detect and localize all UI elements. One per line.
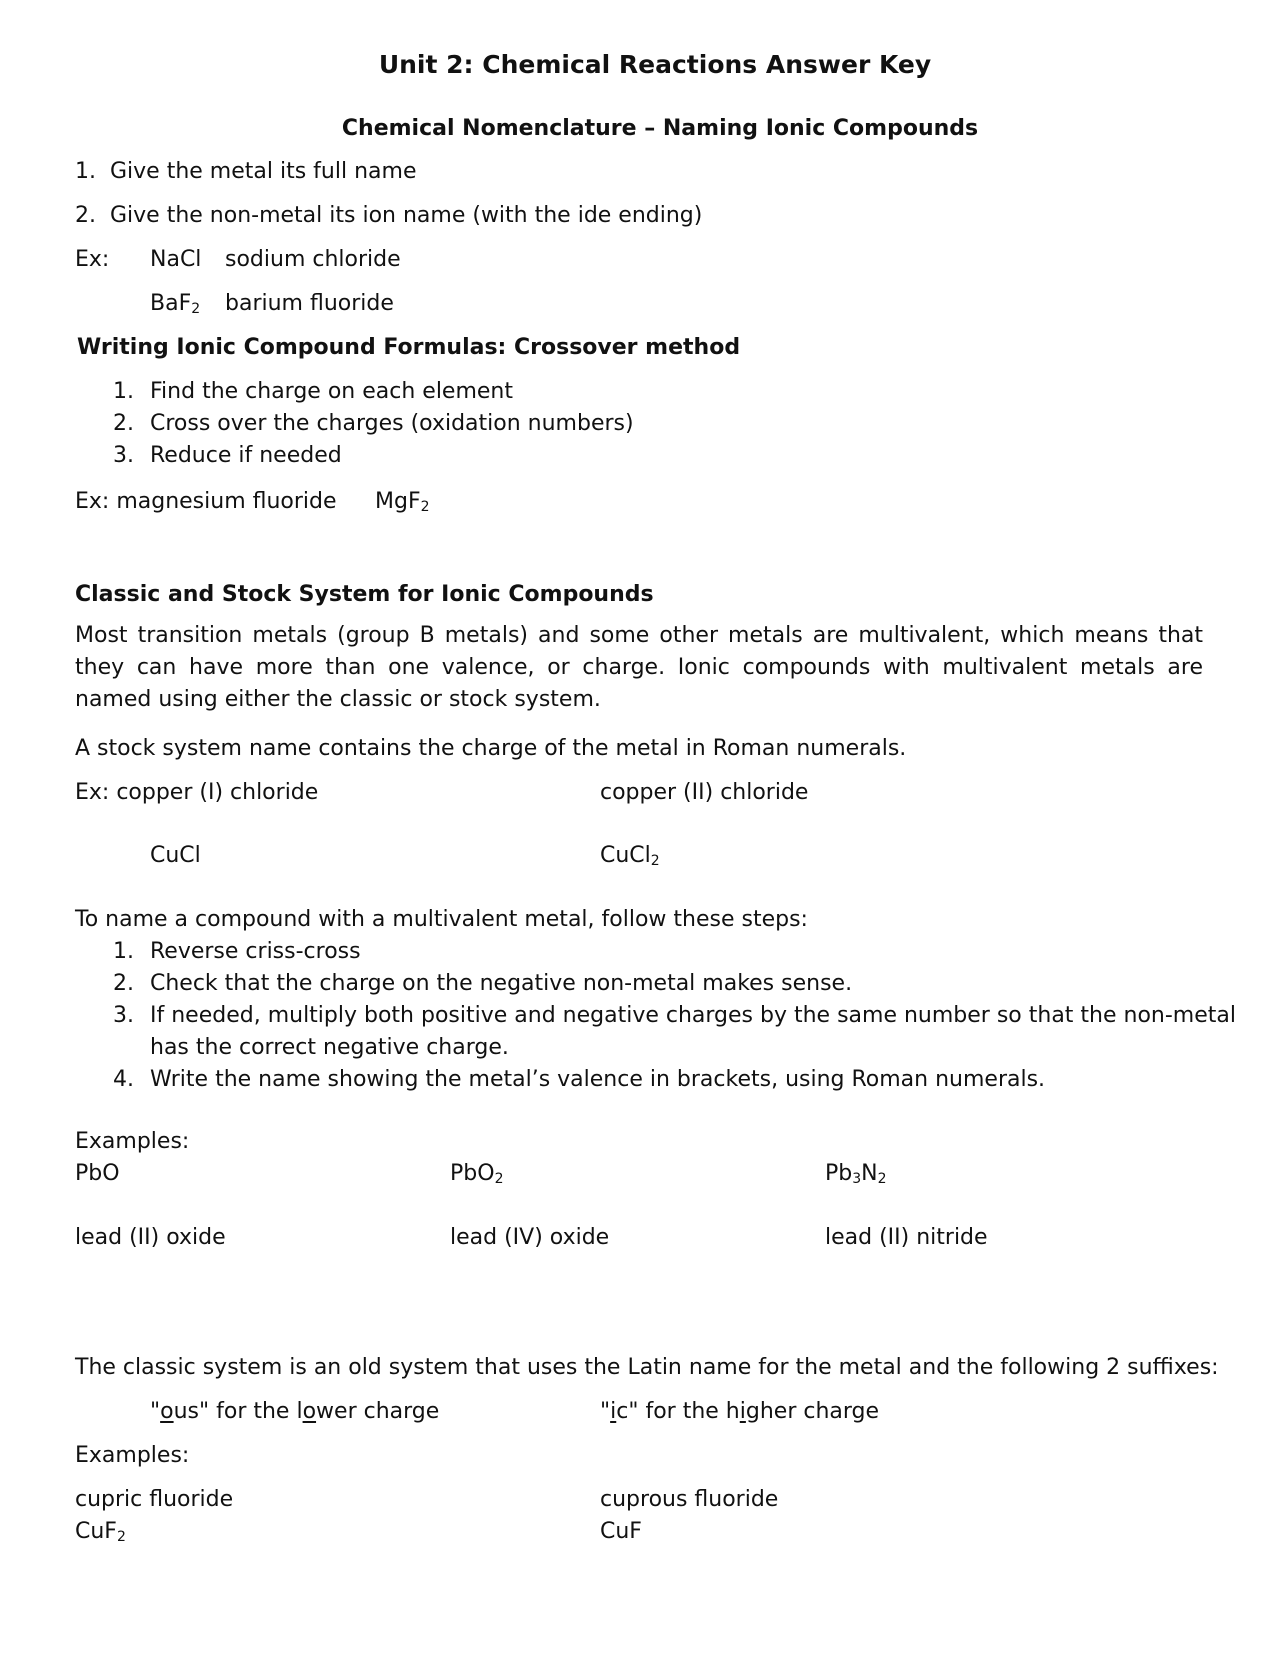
- crossover-step-text: Find the charge on each element: [150, 379, 513, 404]
- cuprous-name: cuprous fluoride: [600, 1487, 779, 1512]
- rule-1: 1. Give the metal its full name: [75, 159, 417, 184]
- multivalent-step-text: If needed, multiply both positive and negative charges by the same number so that the non-metal: [150, 1003, 1236, 1028]
- stock-example-2-name: copper (II) chloride: [600, 780, 809, 805]
- lead-formula: PbO$_2$: [450, 1161, 504, 1187]
- multivalent-step-num: 1.: [113, 939, 134, 964]
- crossover-step: 3.: [113, 443, 134, 468]
- ous-suffix: "ous" for the lower charge: [150, 1399, 440, 1424]
- classic-stock-intro: Most transition metals (group B metals) and some other metals are multivalent, which means that they can have more than one valence, or charge. Ionic compounds with multivalent metals are named using either the classic or stock system.: [75, 623, 1203, 712]
- stock-example-1-formula: CuCl: [150, 843, 201, 868]
- multivalent-step-text: Reverse criss-cross: [150, 939, 361, 964]
- example-name: sodium chloride: [225, 247, 401, 272]
- multivalent-step-text-cont: has the correct negative charge.: [150, 1035, 509, 1060]
- crossover-example-formula: MgF$_2$: [375, 489, 430, 515]
- classic-stock-heading: Classic and Stock System for Ionic Compounds: [75, 582, 654, 607]
- lead-formula: PbO: [75, 1161, 120, 1186]
- nomenclature-heading: Chemical Nomenclature – Naming Ionic Compounds: [341, 116, 979, 141]
- crossover-step: 1.: [113, 379, 134, 404]
- multivalent-step-text: Write the name showing the metal’s valence in brackets, using Roman numerals.: [150, 1067, 1046, 1092]
- stock-example-2-formula: CuCl$_2$: [600, 843, 660, 869]
- page-title: Unit 2: Chemical Reactions Answer Key: [378, 50, 932, 79]
- crossover-heading: Writing Ionic Compound Formulas: Crossover method: [77, 335, 741, 360]
- cupric-formula: CuF$_2$: [75, 1519, 126, 1545]
- stock-definition: A stock system name contains the charge of the metal in Roman numerals.: [75, 736, 907, 761]
- classic-definition: The classic system is an old system that uses the Latin name for the metal and the following 2 suffixes:: [75, 1355, 1219, 1380]
- example-formula: BaF$_2$: [150, 291, 201, 317]
- crossover-example: Ex: magnesium fluoride: [75, 489, 337, 514]
- lead-name: lead (IV) oxide: [450, 1225, 610, 1250]
- crossover-step: 2.: [113, 411, 134, 436]
- cuprous-formula: CuF: [600, 1519, 642, 1544]
- ex-label: Ex:: [75, 247, 110, 272]
- multivalent-step-text: Check that the charge on the negative non-metal makes sense.: [150, 971, 853, 996]
- steps-intro: To name a compound with a multivalent metal, follow these steps:: [75, 907, 808, 932]
- example-formula: NaCl: [150, 247, 202, 272]
- lead-name: lead (II) nitride: [825, 1225, 988, 1250]
- examples-label: Examples:: [75, 1129, 190, 1154]
- lead-formula: $Pb_3N_2$: [825, 1161, 887, 1187]
- multivalent-step-num: 2.: [113, 971, 134, 996]
- crossover-step-text: Cross over the charges (oxidation numbers): [150, 411, 634, 436]
- multivalent-step-num: 4.: [113, 1067, 134, 1092]
- multivalent-step-num: 3.: [113, 1003, 134, 1028]
- stock-example-1-name: Ex: copper (I) chloride: [75, 780, 319, 805]
- ic-suffix: "ic" for the higher charge: [600, 1399, 880, 1424]
- crossover-step-text: Reduce if needed: [150, 443, 342, 468]
- lead-name: lead (II) oxide: [75, 1225, 226, 1250]
- example-name: barium fluoride: [225, 291, 394, 316]
- classic-examples-label: Examples:: [75, 1443, 190, 1468]
- rule-2: 2. Give the non-metal its ion name (with the ide ending): [75, 203, 703, 228]
- cupric-name: cupric fluoride: [75, 1487, 234, 1512]
